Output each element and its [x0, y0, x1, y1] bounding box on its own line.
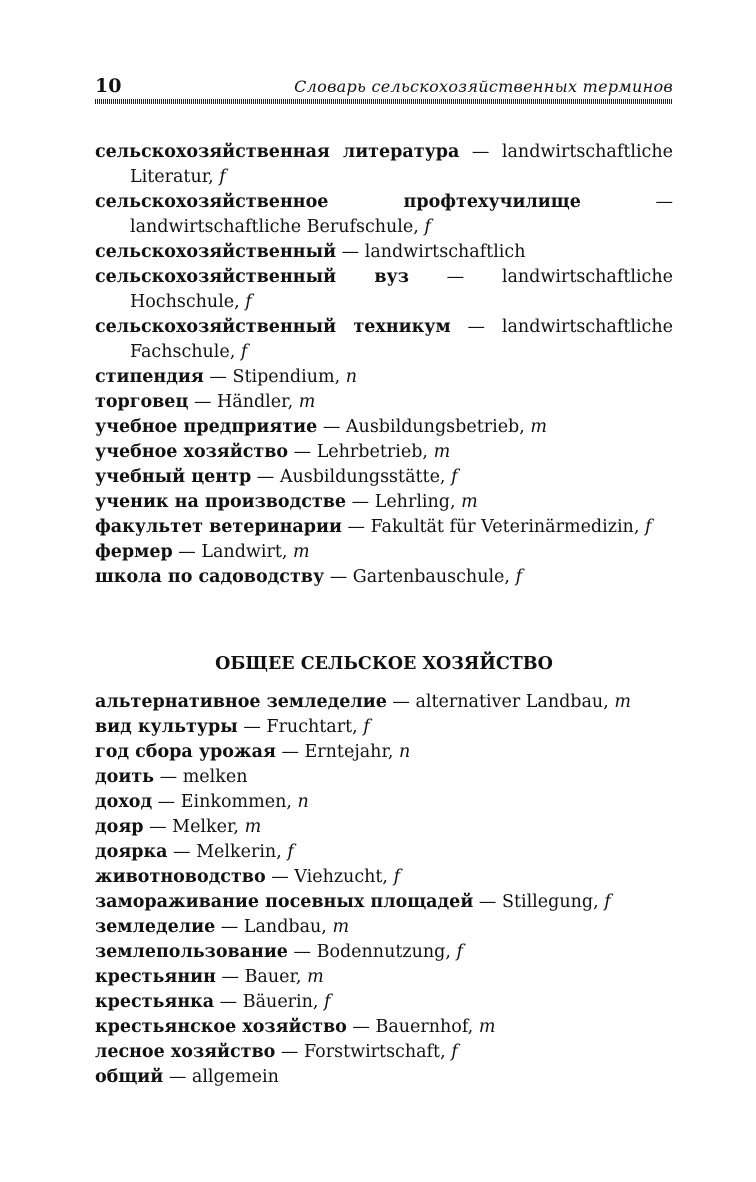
- dictionary-entry: торговец — Händler, m: [95, 392, 316, 412]
- dictionary-entry: общий — allgemein: [95, 1067, 279, 1087]
- entry-translation: landwirtschaftliche Fachschule,: [130, 317, 673, 362]
- entry-term: лесное хозяйство: [95, 1042, 276, 1062]
- entry-gender: m: [530, 417, 547, 437]
- entry-term: школа по садоводству: [95, 567, 325, 587]
- entry-term: сельскохозяйственный вуз: [95, 267, 409, 287]
- dictionary-entry: замораживание посевных площадей — Stillegung, f: [95, 892, 611, 912]
- entry-translation: Bäuerin,: [242, 992, 319, 1012]
- dictionary-entry: год сбора урожая — Erntejahr, n: [95, 742, 411, 762]
- dictionary-entry: земледелие — Landbau, m: [95, 917, 350, 937]
- entry-translation: Erntejahr,: [304, 742, 394, 762]
- entry-gender: f: [451, 467, 458, 487]
- entry-term: фермер: [95, 542, 173, 562]
- entry-gender: f: [219, 167, 226, 187]
- entry-term: учебный центр: [95, 467, 252, 487]
- entry-translation: Stillegung,: [501, 892, 599, 912]
- entry-term: сельскохозяйственный техникум: [95, 317, 451, 337]
- entry-translation: Ausbildungsbetrieb,: [345, 417, 525, 437]
- entry-translation: Ausbildungsstätte,: [279, 467, 446, 487]
- entry-term: доить: [95, 767, 155, 787]
- entry-translation: allgemein: [191, 1067, 279, 1087]
- section-heading: ОБЩЕЕ СЕЛЬСКОЕ ХОЗЯЙСТВО: [215, 654, 553, 674]
- header-rule: [95, 99, 673, 104]
- entry-gender: f: [456, 942, 463, 962]
- entry-translation: Fakultät für Veterinärmedizin,: [370, 517, 640, 537]
- entry-term: замораживание посевных площадей: [95, 892, 474, 912]
- entry-term: факультет ветеринарии: [95, 517, 342, 537]
- entry-term: общий: [95, 1067, 164, 1087]
- entry-translation: Melkerin,: [196, 842, 282, 862]
- dictionary-entry: сельскохозяйственное профтехучилище — landwirtschaftliche Berufschule, f: [95, 192, 673, 237]
- page-header: [95, 74, 673, 98]
- dictionary-entry: вид культуры — Fruchtart, f: [95, 717, 370, 737]
- entry-gender: f: [324, 992, 331, 1012]
- entry-gender: f: [287, 842, 294, 862]
- dictionary-entry: сельскохозяйственный техникум — landwirtschaftliche Fachschule, f: [95, 317, 673, 362]
- entry-term: крестьянка: [95, 992, 215, 1012]
- entry-term: землепользование: [95, 942, 288, 962]
- entry-translation: Melker,: [172, 817, 239, 837]
- entry-translation: Fruchtart,: [266, 717, 358, 737]
- entry-translation: Lehrling,: [374, 492, 456, 512]
- dictionary-entry: стипендия — Stipendium, n: [95, 367, 357, 387]
- dictionary-entry: факультет ветеринарии — Fakultät für Veterinärmedizin, f: [95, 517, 652, 537]
- entry-gender: f: [240, 342, 248, 362]
- entry-gender: f: [393, 867, 401, 887]
- dictionary-entry: доить — melken: [95, 767, 248, 787]
- entry-term: крестьянское хозяйство: [95, 1017, 347, 1037]
- entry-term: стипендия: [95, 367, 204, 387]
- entry-translation: Forstwirtschaft,: [304, 1042, 446, 1062]
- dictionary-entry: крестьянское хозяйство — Bauernhof, m: [95, 1017, 496, 1037]
- entry-translation: Gartenbauschule,: [352, 567, 510, 587]
- entry-translation: Einkommen,: [180, 792, 292, 812]
- entry-translation: landwirtschaftliche Literatur,: [130, 142, 673, 187]
- dictionary-entry: животноводство — Viehzucht, f: [95, 867, 401, 887]
- dictionary-entry: сельскохозяйственный — landwirtschaftlich: [95, 242, 526, 262]
- entry-gender: m: [461, 492, 478, 512]
- dictionary-entry: ученик на производстве — Lehrling, m: [95, 492, 478, 512]
- entry-gender: f: [604, 892, 611, 912]
- dictionary-entry: фермер — Landwirt, m: [95, 542, 310, 562]
- entry-term: год сбора урожая: [95, 742, 276, 762]
- entry-term: ученик на производстве: [95, 492, 347, 512]
- entry-term: вид культуры: [95, 717, 238, 737]
- dictionary-entry: доход — Einkommen, n: [95, 792, 309, 812]
- entry-term: доход: [95, 792, 153, 812]
- entry-term: сельскохозяйственное профтехучилище: [95, 192, 581, 212]
- entry-term: торговец: [95, 392, 189, 412]
- dictionary-entry: лесное хозяйство — Forstwirtschaft, f: [95, 1042, 458, 1062]
- entry-gender: f: [245, 292, 252, 312]
- entry-gender: f: [451, 1042, 458, 1062]
- entry-term: доярка: [95, 842, 168, 862]
- dictionary-entry: сельскохозяйственная литература — landwirtschaftliche Literatur, f: [95, 142, 673, 187]
- entry-translation: landwirtschaftliche Berufschule,: [130, 217, 419, 237]
- entry-translation: Landwirt,: [201, 542, 288, 562]
- dictionary-entry: доярка — Melkerin, f: [95, 842, 294, 862]
- entry-translation: alternativer Landbau,: [415, 692, 609, 712]
- entry-gender: f: [515, 567, 523, 587]
- entry-gender: n: [399, 742, 411, 762]
- entry-gender: m: [332, 917, 350, 937]
- page-number: 10: [95, 75, 122, 97]
- entry-translation: Lehrbetrieb,: [316, 442, 428, 462]
- dictionary-entry: альтернативное земледелие — alternativer Landbau, m: [95, 692, 631, 712]
- entry-term: альтернативное земледелие: [95, 692, 387, 712]
- dictionary-entry: дояр — Melker, m: [95, 817, 262, 837]
- dictionary-entry: школа по садоводству — Gartenbauschule, f: [95, 567, 523, 587]
- entry-gender: m: [298, 392, 316, 412]
- entry-translation: Händler,: [217, 392, 294, 412]
- entry-translation: melken: [182, 767, 248, 787]
- entry-term: сельскохозяйственная литература: [95, 142, 460, 162]
- entry-gender: f: [644, 517, 652, 537]
- entry-gender: m: [433, 442, 451, 462]
- running-title: Словарь сельскохозяйственных терминов: [294, 77, 673, 96]
- entry-gender: f: [363, 717, 370, 737]
- dictionary-entry: учебное хозяйство — Lehrbetrieb, m: [95, 442, 451, 462]
- entry-translation: landwirtschaftliche Hochschule,: [130, 267, 673, 312]
- dictionary-entry: учебный центр — Ausbildungsstätte, f: [95, 467, 458, 487]
- dictionary-entry: учебное предприятие — Ausbildungsbetrieb, m: [95, 417, 547, 437]
- entry-gender: m: [614, 692, 631, 712]
- entry-term: дояр: [95, 817, 144, 837]
- entry-gender: n: [345, 367, 357, 387]
- entry-translation: landwirtschaftlich: [364, 242, 526, 262]
- entry-term: животноводство: [95, 867, 266, 887]
- entry-gender: m: [478, 1017, 496, 1037]
- entry-gender: m: [307, 967, 324, 987]
- entry-gender: m: [293, 542, 310, 562]
- dictionary-entry: землепользование — Bodennutzung, f: [95, 942, 463, 962]
- entry-gender: f: [424, 217, 431, 237]
- entry-translation: Viehzucht,: [294, 867, 388, 887]
- entry-translation: Landbau,: [243, 917, 327, 937]
- entry-translation: Stipendium,: [232, 367, 341, 387]
- entry-gender: n: [297, 792, 309, 812]
- entry-gender: m: [244, 817, 262, 837]
- dictionary-entry: крестьянин — Bauer, m: [95, 967, 324, 987]
- dictionary-section-education: [95, 140, 673, 590]
- entry-translation: Bodennutzung,: [316, 942, 451, 962]
- entry-translation: Bauer,: [244, 967, 302, 987]
- entry-term: учебное предприятие: [95, 417, 318, 437]
- dictionary-entry: крестьянка — Bäuerin, f: [95, 992, 331, 1012]
- entry-term: крестьянин: [95, 967, 216, 987]
- entry-translation: Bauernhof,: [375, 1017, 474, 1037]
- entry-term: учебное хозяйство: [95, 442, 289, 462]
- dictionary-section-general-agriculture: [95, 690, 673, 1090]
- dictionary-entry: сельскохозяйственный вуз — landwirtschaftliche Hochschule, f: [95, 267, 673, 312]
- entry-term: земледелие: [95, 917, 216, 937]
- entry-term: сельскохозяйственный: [95, 242, 337, 262]
